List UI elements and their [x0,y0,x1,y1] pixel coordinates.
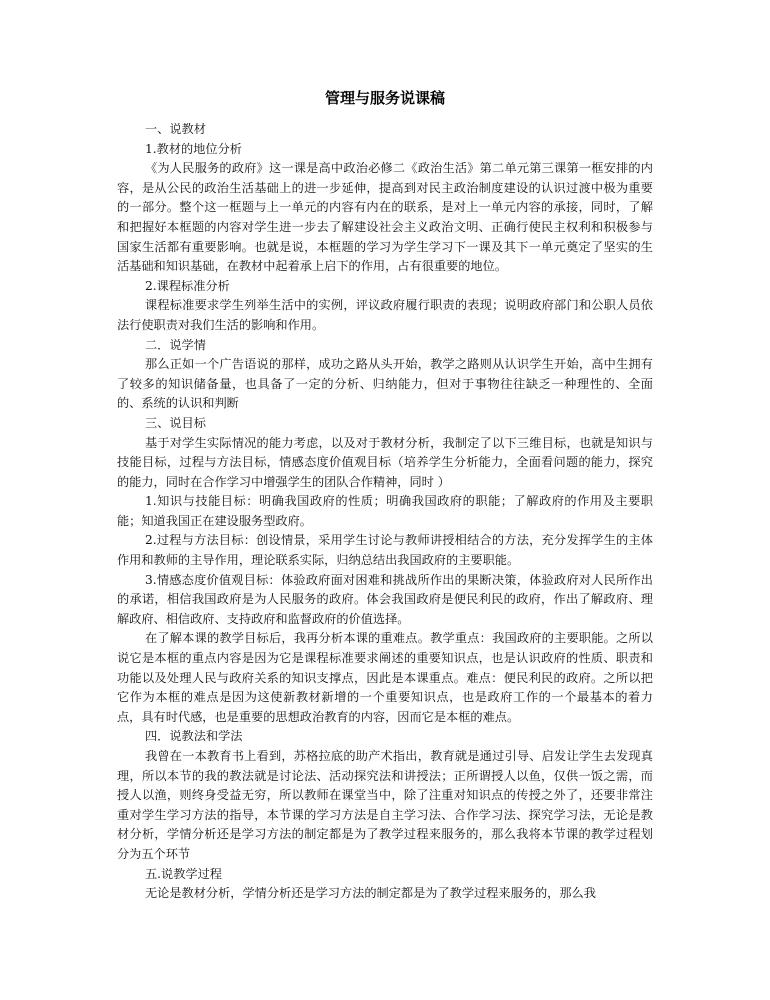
section-heading: 1.教材的地位分析 [145,141,242,156]
section-heading: 2.课程标准分析 [145,278,230,293]
paragraph: 无论是教材分析，学情分析还是学习方法的制定都是为了教学过程来服务的，那么我 [145,886,596,901]
section-heading: 四．说教法和学法 [145,729,243,744]
paragraph: 在了解本课的教学目标后，我再分析本课的重难点。教学重点：我国政府的主要职能。之所以说它是本框的重点内容是因为它是课程标准要求阐述的重要知识点，也是认识政府的性质、职责和功能以及处理人民与政府关系的知识支撑点，因此是本课重点。难点：便民利民的政府。之所以把它作为本框的难点是因为这使新教材新增的一个重要知识点，也是政府工作的一个最基本的着力点，具有时代感，也是重要的思想政治教育的内容，因而它是本框的难点。 [117,631,653,724]
section-heading: 一、说教材 [145,122,206,136]
section-heading: 三、说目标 [145,415,206,430]
paragraph: 那么正如一个广告语说的那样，成功之路从头开始，教学之路则从认识学生开始，高中生拥有了较多的知识储备量，也具备了一定的分析、归纳能力，但对于事物往往缺乏一种理性的、全面的、系统的认识和判断 [117,357,653,411]
paragraph: 《为人民服务的政府》这一课是高中政治必修二《政治生活》第二单元第三课第一框安排的内容，是从公民的政治生活基础上的进一步延伸，提高到对民主政治制度建设的认识过渡中极为重要的一部分。整个这一框题与上一单元的内容有内在的联系，是对上一单元内容的承接，同时，了解和把握好本框题的内容对学生进一步去了解建设社会主义政治文明、正确行使民主权利和积极参与国家生活都有重要影响。也就是说，本框题的学习为学生学习下一课及其下一单元奠定了坚实的生活基础和知识基础，在教材中起着承上启下的作用，占有很重要的地位。 [117,161,653,274]
section-heading: 五.说教学过程 [145,866,222,881]
document-page [117,88,653,904]
paragraph: 课程标准要求学生列举生活中的实例，评议政府履行职责的表现；说明政府部门和公职人员依法行使职责对我们生活的影响和作用。 [117,298,653,332]
paragraph: 基于对学生实际情况的能力考虑，以及对于教材分析，我制定了以下三维目标，也就是知识与技能目标，过程与方法目标，情感态度价值观目标（培养学生分析能力，全面看问题的能力，探究的能力，同时在合作学习中增强学生的团队合作精神，同时 ） [117,435,653,489]
paragraph: 1.知识与技能目标：明确我国政府的性质；明确我国政府的职能；了解政府的作用及主要职能；知道我国正在建设服务型政府。 [117,494,653,528]
paragraph: 2.过程与方法目标：创设情景，采用学生讨论与教师讲授相结合的方法，充分发挥学生的主体作用和教师的主导作用，理论联系实际，归纳总结出我国政府的主要职能。 [117,533,653,568]
paragraph: 3.情感态度价值观目标：体验政府面对困难和挑战所作出的果断决策，体验政府对人民所作出的承诺，相信我国政府是为人民服务的政府。体会我国政府是便民利民的政府，作出了解政府、理解政府、相信政府、支持政府和监督政府的价值选择。 [117,572,653,626]
document-body [117,120,653,904]
section-heading: 二．说学情 [145,337,206,352]
document-title: 管理与服务说课稿 [324,89,445,107]
paragraph: 我曾在一本教育书上看到，苏格拉底的助产术指出，教育就是通过引导、启发让学生去发现真理，所以本节的我的教法就是讨论法、活动探究法和讲授法；正所谓授人以鱼，仅供一饭之需，而授人以渔，则终身受益无穷，所以教师在课堂当中，除了注重对知识点的传授之外了，还要非常注重对学生学习方法的指导，本节课的学习方法是自主学习法、合作学习法、探究学习法，无论是教材分析，学情分析还是学习方法的制定都是为了教学过程来服务的，那么我将本节课的教学过程划分为五个环节 [117,749,653,861]
